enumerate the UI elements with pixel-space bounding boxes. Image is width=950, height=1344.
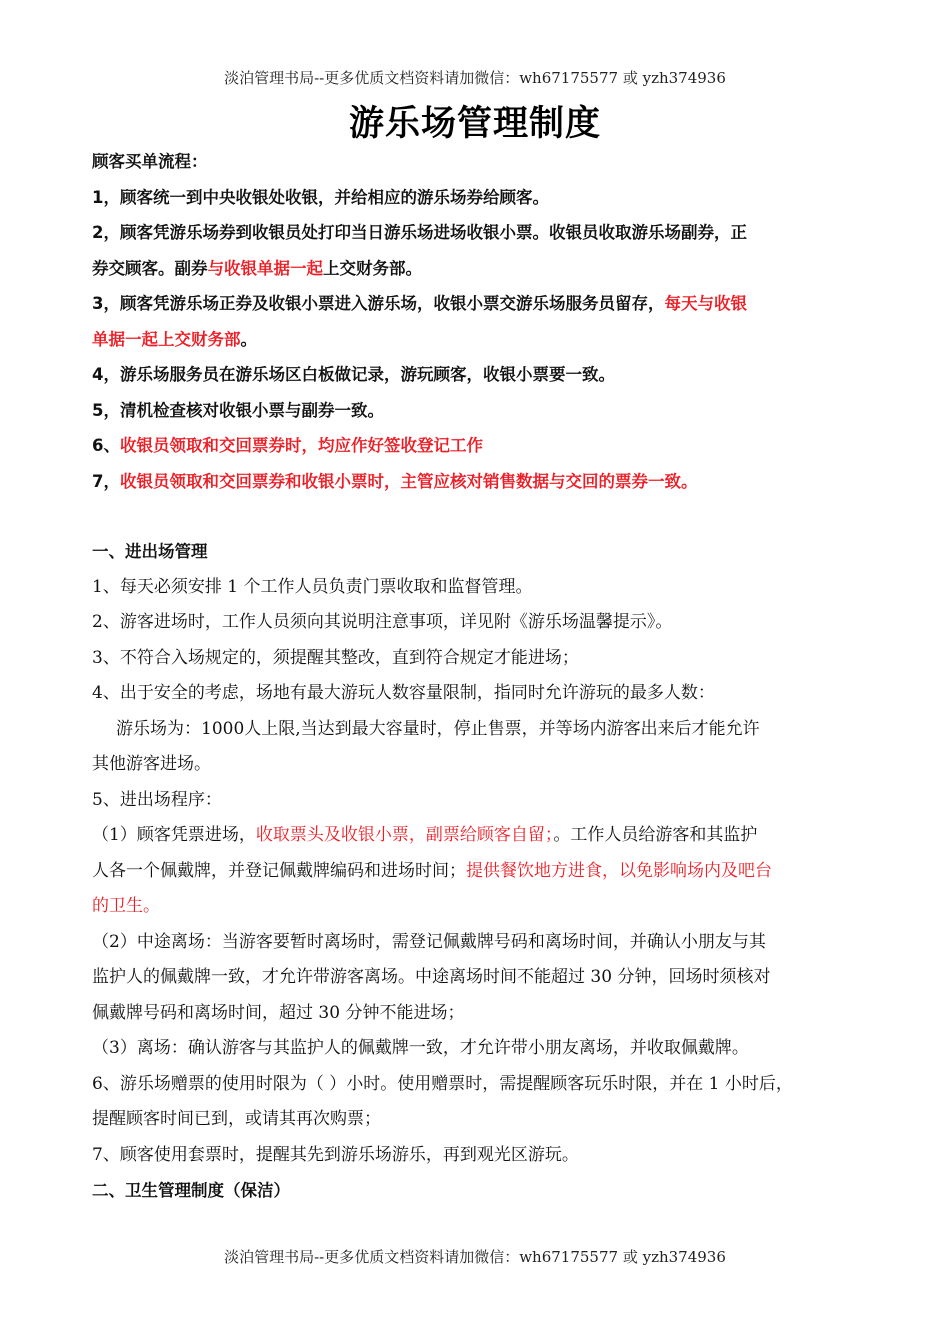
highlighted-text: 每天与收银 bbox=[664, 294, 747, 313]
highlighted-text: 收银员领取和交回票券和收银小票时，主管应核对销售数据与交回的票券一致。 bbox=[119, 471, 698, 491]
text-run: 7， bbox=[92, 471, 120, 491]
text-run: 券交顾客。副券 bbox=[92, 258, 208, 278]
highlighted-text: 提供餐饮地方进食，以免影响场内及吧台 bbox=[466, 860, 772, 881]
highlighted-text: 与收银单据一起 bbox=[207, 258, 323, 278]
section-heading: 一、进出场管理 bbox=[92, 542, 208, 561]
text-run: 3，顾客凭游乐场正券及收银小票进入游乐场，收银小票交游乐场服务员留存， bbox=[92, 294, 665, 313]
text-run: 。工作人员给游客和其监护 bbox=[553, 825, 758, 845]
text-run: （1）顾客凭票进场， bbox=[92, 825, 256, 845]
paragraph: 监护人的佩戴牌一致，才允许带游客离场。中途离场时间不能超过 30 分钟，回场时须核对 bbox=[92, 967, 771, 987]
spacer bbox=[92, 499, 864, 534]
paragraph: （2）中途离场：当游客要暂时离场时，需登记佩戴牌号码和离场时间，并确认小朋友与其 bbox=[92, 931, 766, 952]
paragraph bbox=[92, 286, 864, 322]
paragraph bbox=[92, 428, 864, 464]
highlighted-text: 收取票头及收银小票，副票给顾客自留； bbox=[255, 825, 554, 845]
paragraph: 4，游乐场服务员在游乐场区白板做记录，游玩顾客，收银小票要一致。 bbox=[92, 365, 615, 384]
paragraph: 5，清机检查核对收银小票与副券一致。 bbox=[92, 400, 384, 420]
highlighted-text: 的卫生。 bbox=[92, 896, 160, 916]
paragraph: 5、进出场程序： bbox=[92, 789, 222, 810]
paragraph: 2、游客进场时，工作人员须向其说明注意事项，详见附《游乐场温馨提示》。 bbox=[92, 612, 673, 632]
text-run: 6、 bbox=[92, 436, 120, 455]
paragraph bbox=[92, 251, 864, 287]
paragraph bbox=[92, 818, 864, 854]
text-run: 人各一个佩戴牌，并登记佩戴牌编码和进场时间； bbox=[92, 860, 466, 881]
section-heading: 二、卫生管理制度（保洁） bbox=[92, 1181, 290, 1200]
text-run: 。 bbox=[240, 329, 257, 349]
paragraph: （3）离场：确认游客与其监护人的佩戴牌一致，才允许带小朋友离场，并收取佩戴牌。 bbox=[92, 1038, 749, 1058]
paragraph: 1、每天必须安排 1 个工作人员负责门票收取和监督管理。 bbox=[92, 576, 533, 597]
highlighted-text: 收银员领取和交回票券时，均应作好签收登记工作 bbox=[119, 436, 483, 455]
paragraph bbox=[92, 464, 864, 500]
paragraph: 1，顾客统一到中央收银处收银，并给相应的游乐场券给顾客。 bbox=[92, 187, 549, 207]
section-heading: 顾客买单流程： bbox=[92, 152, 208, 171]
paragraph: 提醒顾客时间已到，或请其再次购票； bbox=[92, 1109, 381, 1129]
page-footer: 淡泊管理书局--更多优质文档资料请加微信：wh67175577 或 yzh374936 bbox=[224, 1248, 726, 1266]
paragraph: 游乐场为：1000人上限,当达到最大容量时，停止售票，并等场内游客出来后才能允许 bbox=[116, 718, 760, 739]
paragraph bbox=[92, 322, 864, 358]
paragraph: 3、不符合入场规定的，须提醒其整改，直到符合规定才能进场； bbox=[92, 647, 579, 668]
paragraph: 2，顾客凭游乐场券到收银员处打印当日游乐场进场收银小票。收银员收取游乐场副券，正 bbox=[92, 223, 747, 242]
paragraph: 其他游客进场。 bbox=[92, 754, 211, 774]
page-header: 淡泊管理书局--更多优质文档资料请加微信：wh67175577 或 yzh374936 bbox=[224, 69, 726, 87]
document-body bbox=[92, 144, 864, 1209]
text-run: 上交财务部。 bbox=[323, 258, 422, 278]
paragraph bbox=[92, 854, 864, 890]
highlighted-text: 单据一起上交财务部 bbox=[92, 329, 241, 349]
document-title: 游乐场管理制度 bbox=[348, 104, 601, 144]
paragraph: 7、顾客使用套票时，提醒其先到游乐场游乐，再到观光区游玩。 bbox=[92, 1144, 579, 1165]
paragraph: 佩戴牌号码和离场时间，超过 30 分钟不能进场； bbox=[92, 1002, 465, 1023]
paragraph: 6、游乐场赠票的使用时限为（ ）小时。使用赠票时，需提醒顾客玩乐时限，并在 1 小时后， bbox=[92, 1073, 793, 1094]
paragraph: 4、出于安全的考虑，场地有最大游玩人数容量限制，指同时允许游玩的最多人数： bbox=[92, 683, 715, 703]
